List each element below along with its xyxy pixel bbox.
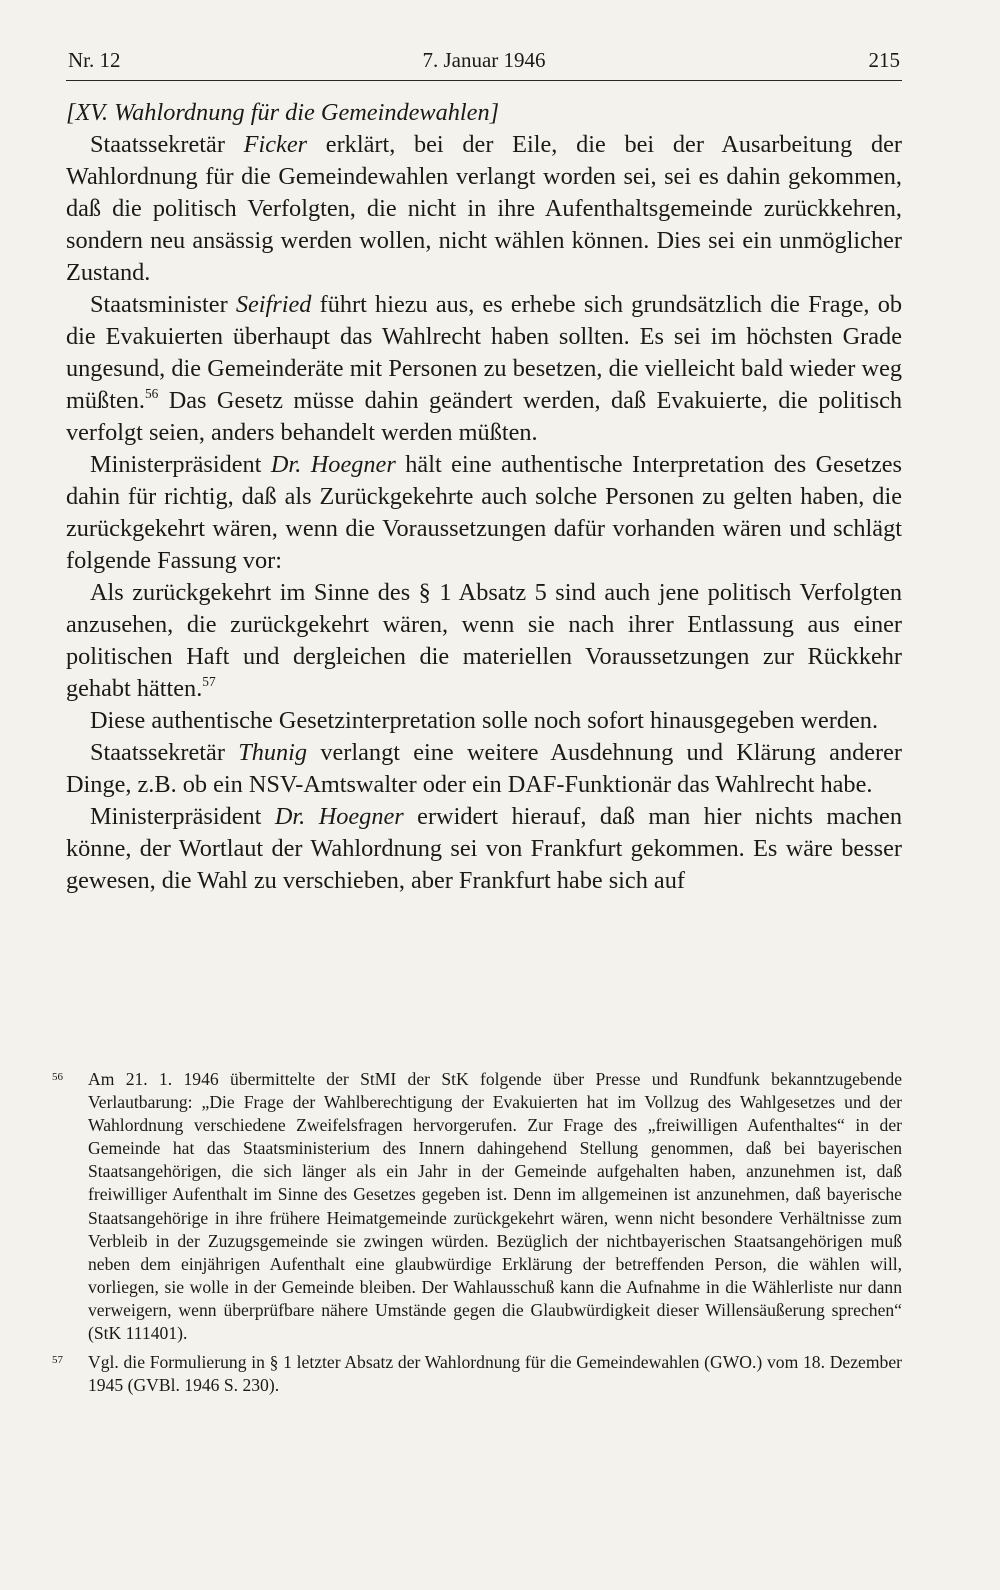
issue-number: Nr. 12 bbox=[68, 48, 121, 72]
paragraph-ficker bbox=[66, 129, 902, 289]
running-header bbox=[66, 36, 902, 81]
paragraph-hoegner-2 bbox=[66, 801, 902, 897]
main-text bbox=[66, 97, 902, 897]
text-run: führt hiezu aus, es erhebe sich grundsätzlich die Frage, ob die Evakuierten überhaupt das Wahlrecht haben sollten. Es sei im höchsten Grade ungesund, die Gemeinderäte mit Personen zu besetzen, die vielleicht bald wieder weg müßten. bbox=[66, 291, 902, 414]
paragraph-hoegner-1 bbox=[66, 449, 902, 577]
text-run: Als zurückgekehrt im Sinne des § 1 Absatz 5 sind auch jene politisch Verfolgten anzusehen, die zurückgekehrt wären, wenn sie nach ihrer Entlassung aus einer politischen Haft und dergleichen die materiellen Voraussetzungen zur Rückkehr gehabt hätten. bbox=[66, 579, 902, 702]
paragraph-seifried bbox=[66, 289, 902, 449]
section-title: [XV. Wahlordnung für die Gemeindewahlen] bbox=[66, 99, 500, 126]
proposed-wording bbox=[66, 577, 902, 705]
text-run: Staatssekretär bbox=[90, 739, 239, 766]
paragraph-thunig bbox=[66, 737, 902, 801]
text-run: Das Gesetz müsse dahin geändert werden, daß Evakuierte, die politisch verfolgt seien, anders behandelt werden müßten. bbox=[66, 387, 902, 446]
document-page bbox=[52, 36, 902, 1566]
text-run: Staatssekretär bbox=[90, 131, 244, 158]
text-run: Ministerpräsident bbox=[90, 451, 271, 478]
page-number: 215 bbox=[868, 48, 900, 72]
text-run: Ministerpräsident bbox=[90, 803, 275, 830]
paragraph-interpretation bbox=[66, 705, 902, 737]
footnote-57 bbox=[52, 1351, 902, 1397]
text-run: erwidert hierauf, daß man hier nichts machen könne, der Wortlaut der Wahlordnung sei von Frankfurt gekommen. Es wäre besser gewesen, die Wahl zu verschieben, aber Frankfurt habe sich auf bbox=[66, 803, 902, 894]
footnote-number: 56 bbox=[52, 1071, 63, 1083]
text-run: verlangt eine weitere Ausdehnung und Klärung anderer Dinge, z.B. ob ein NSV-Amtswalter oder ein DAF-Funktionär das Wahlrecht habe. bbox=[66, 739, 902, 798]
footnote-56 bbox=[52, 1068, 902, 1345]
text-run: Staatsminister bbox=[90, 291, 236, 318]
speaker-name: Dr. Hoegner bbox=[270, 451, 396, 478]
footnote-ref-57[interactable]: 57 bbox=[202, 673, 216, 689]
speaker-name: Seifried bbox=[235, 291, 312, 318]
footnote-number: 57 bbox=[52, 1354, 63, 1367]
footnotes bbox=[52, 1068, 902, 1403]
footnote-text: Vgl. die Formulierung in § 1 letzter Absatz der Wahlordnung für die Gemeindewahlen (GWO.) vom 18. Dezember 1945 (GVBl. 1946 S. 230). bbox=[88, 1352, 902, 1396]
footnote-ref-56[interactable]: 56 bbox=[144, 385, 159, 401]
speaker-name: Thunig bbox=[238, 739, 308, 766]
text-run: Diese authentische Gesetzinterpretation solle noch sofort hinausgegeben werden. bbox=[90, 707, 879, 734]
text-run: hält eine authentische Interpretation des Gesetzes dahin für richtig, daß als Zurückgekehrte auch solche Personen zu gelten haben, die zurückgekehrt wären, wenn die Voraussetzungen dafür vorhanden wären und schlägt folgende Fassung vor: bbox=[66, 451, 902, 574]
speaker-name: Ficker bbox=[243, 131, 308, 158]
speaker-name: Dr. Hoegner bbox=[274, 803, 404, 830]
footnote-text: Am 21. 1. 1946 übermittelte der StMI der StK folgende über Presse und Rundfunk bekanntzugebende Verlautbarung: „Die Frage der Wahlberechtigung der Evakuierten hat im Vollzug des Wahlgesetzes und der Wahlordnung verschiedene Zweifelsfragen hervorgerufen. Zur Frage des „freiwilligen Aufenthaltes“ in der Gemeinde hat das Staatsministerium des Innern dahingehend Stellung genommen, daß bei bayerischen Staatsangehörigen, die sich länger als ein Jahr in der Gemeinde aufgehalten haben, anzunehmen ist, daß freiwilliger Aufenthalt im Sinne des Gesetzes gegeben ist. Denn im allgemeinen ist anzunehmen, daß bayerische Staatsangehörige in ihre frühere Heimatgemeinde zurückgekehrt wären, wenn nicht besondere Verhältnisse zum Verbleib in der Zuzugsgemeinde sie zwingen würden. Bezüglich der nichtbayerischen Staatsangehörigen muß neben dem einjährigen Aufenthalt eine glaubwürdige Erklärung der betreffenden Person, die wählen will, vorliegen, sie wolle in der Gemeinde bleiben. Der Wahlausschuß kann die Aufnahme in die Wählerliste nur dann verweigern, wenn überprüfbare nähere Umstände gegen die Glaubwürdigkeit dieser Willensäußerung sprechen“ (StK 111401). bbox=[88, 1069, 902, 1344]
text-run: erklärt, bei der Eile, die bei der Ausarbeitung der Wahlordnung für die Gemeindewahlen verlangt worden sei, sei es dahin gekommen, daß die politisch Verfolgten, die nicht in ihre Aufenthaltsgemeinde zurückkehren, sondern neu ansässig werden wollen, nicht wählen können. Dies sei ein unmöglicher Zustand. bbox=[66, 131, 902, 286]
header-date: 7. Januar 1946 bbox=[422, 48, 546, 72]
